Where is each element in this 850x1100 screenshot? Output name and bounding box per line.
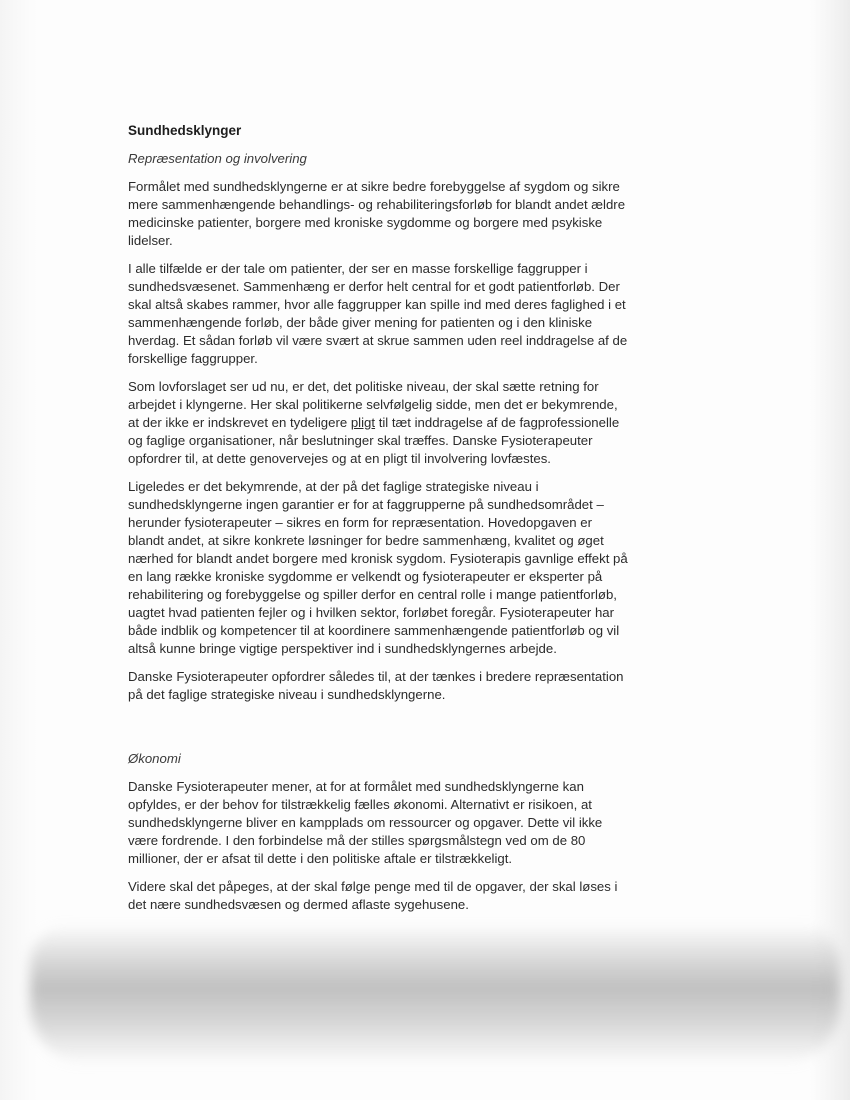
underlined-word: pligt <box>350 415 376 430</box>
paragraph: Ligeledes er det bekymrende, at der på det faglige strategiske niveau i sundhedsklyngerne ingen garantier er for at faggrupperne på sundhedsområdet – herunder fysioterapeuter – sikres en form for repræsentation. Hovedopgaven er blandt andet, at sikre konkrete løsninger for bedre sammenhæng, kvalitet og øget nærhed for blandt andet borgere med kronisk sygdom. Fysioterapis gavnlige effekt på en lang række kroniske sygdomme er velkendt og fysioterapeuter er eksperter på rehabilitering og forebyggelse og spiller derfor en central rolle i mange patientforløb, uagtet hvad patienten fejler og i hvilken sektor, forløbet foregår. Fysioterapeuter har både indblik og kompetencer til at koordinere sammenhængende patientforløb og vil altså kunne bringe vigtige perspektiver ind i sundhedsklyngernes arbejde. <box>128 479 628 656</box>
paragraph: Videre skal det påpeges, at der skal følge penge med til de opgaver, der skal løses i det nære sundhedsvæsen og dermed aflaste sygehusene. <box>128 879 618 912</box>
paragraph: Formålet med sundhedsklyngerne er at sikre bedre forebyggelse af sygdom og sikre mere sammenhængende behandlings- og rehabiliteringsforløb for blandt andet ældre medicinske patienter, borgere med kroniske sygdomme og borgere med psykiske lidelser. <box>128 179 626 248</box>
paragraph-text: Som lovforslaget ser ud nu, er det, det politiske niveau, der skal sætte retning for arbejdet i klyngerne. Her skal politikerne selvfølgelig sidde, men det er bekymrende, at der ikke er indskrevet en tydeligere <box>128 379 618 430</box>
paragraph: I alle tilfælde er der tale om patienter, der ser en masse forskellige faggrupper i sundhedsvæsenet. Sammenhæng er derfor helt central for et godt patientforløb. Der skal altså skabes rammer, hvor alle faggrupper kan spille ind med deres faglighed i et sammenhængende forløb, der både giver mening for patienten og i den kliniske hverdag. Et sådan forløb vil være svært at skrue sammen uden reel inddragelse af de forskellige faggrupper. <box>128 261 628 366</box>
paragraph-with-underline <box>128 378 628 468</box>
scan-shadow <box>30 925 840 1065</box>
section-subtitle-representation: Repræsentation og involvering <box>128 151 307 166</box>
document-body <box>128 122 628 924</box>
scan-edge-left <box>0 0 38 1100</box>
section-spacer <box>128 714 628 750</box>
section-subtitle-economy: Økonomi <box>128 751 181 766</box>
paragraph-text: til tæt inddragelse af de fagprofessionelle og faglige organisationer, når beslutninger skal træffes. Danske Fysioterapeuter opfordrer til, at dette genovervejes og at en pligt til involvering lovfæstes. <box>128 415 620 466</box>
document-title: Sundhedsklynger <box>128 123 242 138</box>
paragraph: Danske Fysioterapeuter opfordrer således til, at der tænkes i bredere repræsentation på det faglige strategiske niveau i sundhedsklyngerne. <box>128 669 624 702</box>
paragraph: Danske Fysioterapeuter mener, at for at formålet med sundhedsklyngerne kan opfyldes, er der behov for tilstrækkelig fælles økonomi. Alternativt er risikoen, at sundhedsklyngerne bliver en kampplads om ressourcer og opgaver. Dette vil ikke være fordrende. I den forbindelse må der stilles spørgsmålstegn ved om de 80 millioner, der er afsat til dette i den politiske aftale er tilstrækkeligt. <box>128 779 603 866</box>
